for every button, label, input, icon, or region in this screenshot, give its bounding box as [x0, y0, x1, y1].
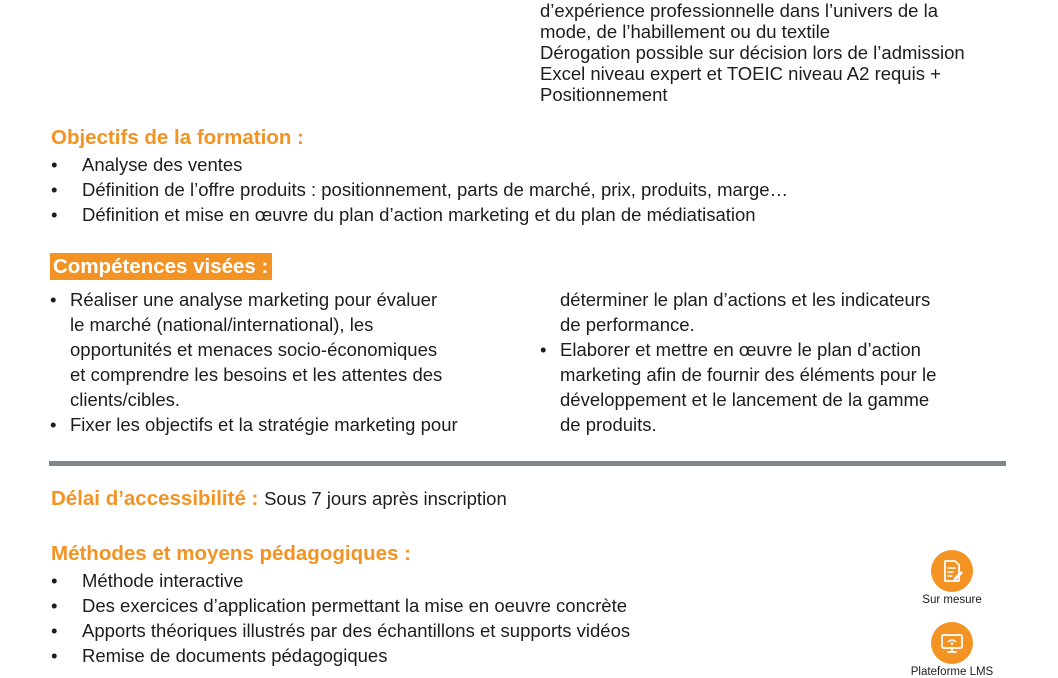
requirement-line: Dérogation possible sur décision lors de l’admission — [540, 42, 965, 63]
lms-platform-icon — [931, 622, 973, 664]
list-item-line: de performance. — [560, 314, 695, 335]
methodes-heading: Méthodes et moyens pédagogiques : — [51, 542, 411, 565]
list-item-line: Réaliser une analyse marketing pour évaluer — [70, 289, 438, 310]
list-item-line: opportunités et menaces socio-économiques — [70, 339, 438, 360]
bullet: • — [50, 289, 57, 310]
list-item-line: Fixer les objectifs et la stratégie marketing pour — [70, 414, 458, 435]
section-divider — [49, 461, 1006, 466]
list-item-line: clients/cibles. — [70, 389, 181, 410]
delai-label: Délai d’accessibilité : — [51, 487, 259, 510]
list-item: • Définition et mise en œuvre du plan d’action marketing et du plan de médiatisation — [51, 202, 788, 227]
list-item — [50, 412, 458, 437]
list-item-line: développement et le lancement de la gamme — [560, 389, 930, 410]
sur-mesure-label: Sur mesure — [922, 594, 982, 606]
list-item-line: de produits. — [560, 414, 657, 435]
requirement-line: Excel niveau expert et TOEIC niveau A2 requis + — [540, 63, 941, 84]
requirement-line: mode, de l’habillement ou du textile — [540, 21, 831, 42]
delai-line — [51, 487, 507, 511]
list-item: • Remise de documents pédagogiques — [51, 643, 630, 668]
list-item-line: le marché (national/international), les — [70, 314, 374, 335]
competences-column-left — [50, 287, 458, 437]
list-item: • Définition de l’offre produits : positionnement, parts de marché, prix, produits, marge… — [51, 177, 788, 202]
requirement-line: Positionnement — [540, 84, 668, 105]
objectifs-list — [51, 152, 788, 227]
list-item: • Des exercices d’application permettant la mise en oeuvre concrète — [51, 593, 630, 618]
competences-column-right — [540, 287, 936, 437]
list-item: • Méthode interactive — [51, 568, 630, 593]
competences-heading-label: Compétences visées : — [50, 253, 272, 280]
competences-heading — [50, 255, 272, 279]
list-item-line: et comprendre les besoins et les attentes des — [70, 364, 443, 385]
requirement-line: d’expérience professionnelle dans l’univers de la — [540, 0, 938, 21]
delai-value: Sous 7 jours après inscription — [264, 488, 507, 509]
list-item-continuation — [540, 287, 936, 337]
list-item-line: marketing afin de fournir des éléments pour le — [560, 364, 937, 385]
admission-requirements — [540, 0, 965, 105]
bullet: • — [540, 339, 547, 360]
plateforme-lms-label: Plateforme LMS — [910, 666, 994, 678]
methodes-list — [51, 568, 630, 668]
custom-document-icon — [931, 550, 973, 592]
list-item: • Apports théoriques illustrés par des échantillons et supports vidéos — [51, 618, 630, 643]
list-item — [50, 287, 458, 412]
bullet: • — [50, 414, 57, 435]
list-item — [540, 337, 936, 437]
list-item-line: Elaborer et mettre en œuvre le plan d’action — [560, 339, 921, 360]
list-item: • Analyse des ventes — [51, 152, 788, 177]
objectifs-heading: Objectifs de la formation : — [51, 126, 304, 149]
list-item-line: déterminer le plan d’actions et les indicateurs — [560, 289, 931, 310]
